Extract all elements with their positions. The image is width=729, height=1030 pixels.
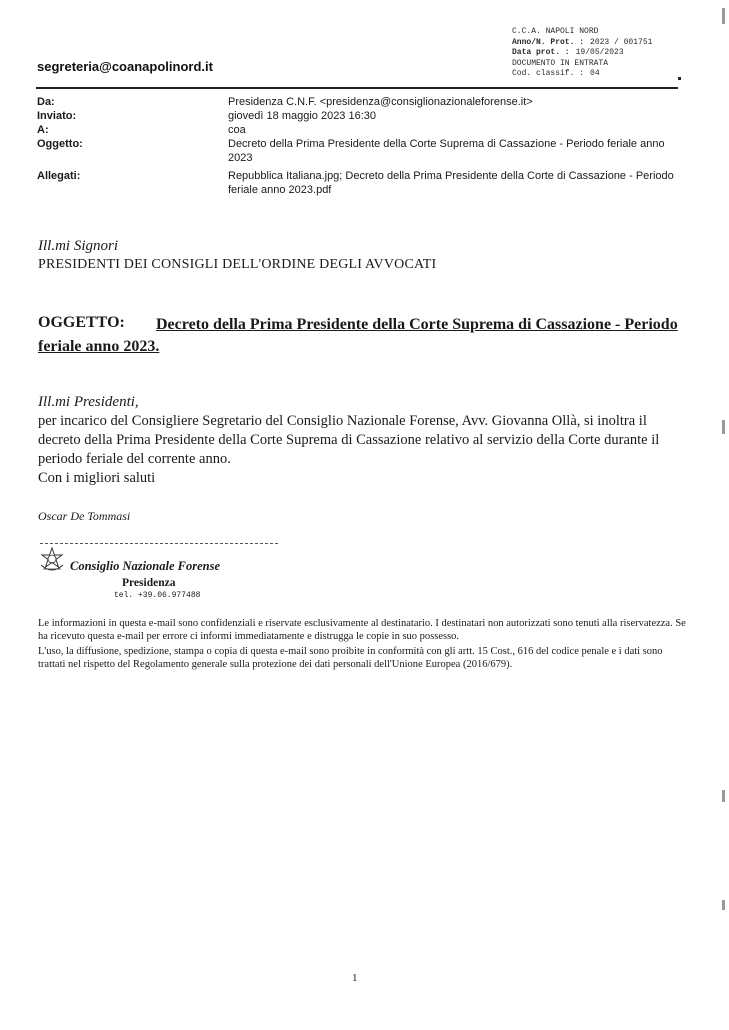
- scan-edge-mark: [722, 420, 725, 434]
- stamp-class-label: Cod. classif. :: [512, 69, 585, 78]
- scan-edge-mark: [722, 8, 725, 24]
- object-label: OGGETTO:: [38, 314, 125, 331]
- header-subject: [37, 137, 687, 165]
- from-label: Da:: [37, 96, 55, 108]
- from-value: Presidenza C.N.F. <presidenza@consiglionazionaleforense.it>: [228, 96, 533, 108]
- header-from: [37, 95, 687, 109]
- email-header: [37, 95, 687, 197]
- object-text: Decreto della Prima Presidente della Corte Suprema di Cassazione - Periodo feriale anno 2023.: [38, 316, 678, 355]
- protocol-stamp: [512, 27, 692, 80]
- body-paragraph: per incarico del Consigliere Segretario del Consiglio Nazionale Forense, Avv. Giovanna Ollà, si inoltra il decreto della Prima Presidente della Corte Suprema di Cassazione relativo al servizio della Corte durante il periodo feriale del corrente anno.: [38, 413, 660, 467]
- greeting-line1: Ill.mi Signori: [38, 238, 119, 254]
- attachments-value: Repubblica Italiana.jpg; Decreto della Prima Presidente della Corte di Cassazione - Periodo feriale anno 2023.pdf: [228, 170, 674, 196]
- letter-body: [38, 393, 683, 488]
- privacy-disclaimer: [38, 617, 688, 673]
- greeting-line2: PRESIDENTI DEI CONSIGLI DELL'ORDINE DEGLI AVVOCATI: [38, 257, 437, 272]
- sent-value: giovedì 18 maggio 2023 16:30: [228, 110, 377, 122]
- stamp-class-value: 04: [590, 69, 600, 78]
- stamp-prot-label: Anno/N. Prot. :: [512, 37, 585, 47]
- signature-phone: tel. +39.06.977488: [114, 591, 201, 600]
- signature-divider: [40, 543, 278, 544]
- republic-emblem-icon: [37, 545, 67, 575]
- sent-label: Inviato:: [37, 110, 77, 122]
- subject-value: Decreto della Prima Presidente della Corte Suprema di Cassazione - Periodo feriale anno 2023: [228, 138, 665, 164]
- body-closing: Con i migliori saluti: [38, 470, 156, 486]
- signature-dept: Presidenza: [122, 577, 176, 589]
- signer-name: Oscar De Tommasi: [38, 509, 131, 523]
- stamp-date-value: 19/05/2023: [575, 48, 624, 57]
- sender-email: segreteria@coanapolinord.it: [37, 59, 213, 74]
- to-value: coa: [228, 124, 246, 136]
- body-salutation: Ill.mi Presidenti,: [38, 394, 139, 410]
- scan-dot: [678, 77, 681, 80]
- header-divider: [36, 87, 678, 89]
- stamp-office: C.C.A. NAPOLI NORD: [512, 27, 599, 36]
- stamp-doc-type: DOCUMENTO IN ENTRATA: [512, 58, 609, 68]
- disclaimer-p1: Le informazioni in questa e-mail sono confidenziali e riservate esclusivamente al destinatario. I destinatari non autorizzati sono tenuti alla riservatezza. Se ha ricevuto questa e-mail per errore ci informi immediatamente e distrugga le copie in suo possesso.: [38, 618, 686, 642]
- scan-edge-mark: [722, 900, 725, 910]
- scan-edge-mark: [722, 790, 725, 802]
- stamp-prot-value: 2023 / 001751: [590, 37, 653, 47]
- disclaimer-p2: L'uso, la diffusione, spedizione, stampa o copia di questa e-mail sono proibite in conformità con gli artt. 15 Cost., 616 del codice penale e i dati sono trattati nel rispetto del Regolamento generale sulla protezione dei dati personali dell'Unione Europea (2016/679).: [38, 646, 663, 670]
- header-attachments: [37, 169, 687, 197]
- subject-label: Oggetto:: [37, 138, 83, 150]
- signature-org: Consiglio Nazionale Forense: [70, 559, 221, 573]
- to-label: A:: [37, 124, 49, 136]
- stamp-date-label: Data prot. :: [512, 48, 570, 57]
- header-sent: [37, 109, 687, 123]
- attachments-label: Allegati:: [37, 170, 81, 182]
- header-to: [37, 123, 687, 137]
- page-number: 1: [352, 972, 358, 984]
